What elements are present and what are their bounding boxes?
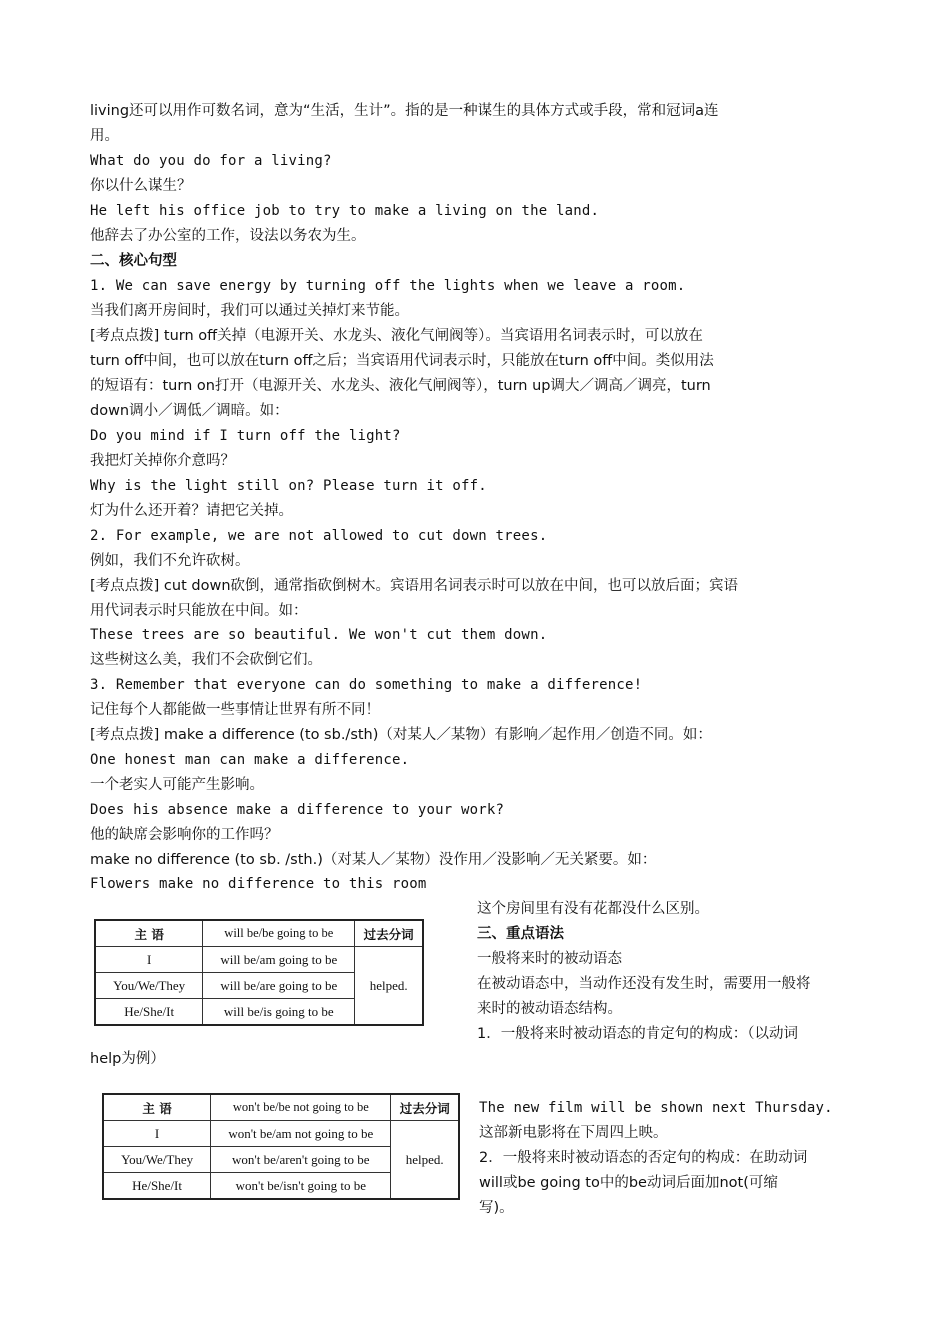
note-line: [考点点拨] make a difference (to sb./sth)（对某人／某物）有影响／起作用／创造不同。如： <box>90 727 712 743</box>
note-line: [考点点拨] turn off关掉（电源开关、水龙头、液化气闸阀等）。当宾语用名词表示时，可以放在 <box>90 328 703 344</box>
table-header-row <box>103 1094 459 1121</box>
header-participle: 过去分词 <box>355 920 423 947</box>
example-sentence: One honest man can make a difference. <box>90 752 410 768</box>
header-auxiliary: won't be/be not going to be <box>211 1094 391 1121</box>
auxiliary-cell: will be/is going to be <box>203 999 355 1026</box>
note-line: 用代词表示时只能放在中间。如： <box>90 603 308 619</box>
negative-passive-table <box>102 1093 460 1200</box>
key-sentence: 1. We can save energy by turning off the lights when we leave a room. <box>90 278 686 294</box>
note-line: down调小／调低／调暗。如： <box>90 403 289 419</box>
subject-cell: He/She/It <box>103 1173 211 1200</box>
translation: 你以什么谋生？ <box>90 178 192 194</box>
subject-cell: I <box>103 1121 211 1147</box>
translation: 他辞去了办公室的工作，设法以务农为生。 <box>90 228 366 244</box>
example-sentence: Does his absence make a difference to your work? <box>90 802 505 818</box>
grammar-rule: 写)。 <box>479 1200 514 1216</box>
participle-cell: helped. <box>355 947 423 1026</box>
note-line: turn off中间，也可以放在turn off之后；当宾语用代词表示时，只能放在turn off中间。类似用法 <box>90 353 714 369</box>
translation: 我把灯关掉你介意吗？ <box>90 453 235 469</box>
header-subject: 主 语 <box>103 1094 211 1121</box>
table-header-row <box>95 920 423 947</box>
auxiliary-cell: won't be/isn't going to be <box>211 1173 391 1200</box>
example-sentence: Do you mind if I turn off the light? <box>90 428 401 444</box>
grammar-rule: will或be going to中的be动词后面加not(可缩 <box>479 1175 778 1191</box>
auxiliary-cell: will be/am going to be <box>203 947 355 973</box>
example-sentence: What do you do for a living? <box>90 153 332 169</box>
grammar-topic: 一般将来时的被动语态 <box>477 951 622 967</box>
auxiliary-cell: will be/are going to be <box>203 973 355 999</box>
translation: 灯为什么还开着？请把它关掉。 <box>90 503 293 519</box>
section-heading: 二、核心句型 <box>90 253 177 269</box>
affirmative-passive-table <box>94 919 424 1026</box>
key-sentence: 3. Remember that everyone can do something to make a difference! <box>90 677 643 693</box>
translation: 一个老实人可能产生影响。 <box>90 777 264 793</box>
example-sentence: Flowers make no difference to this room <box>90 876 427 892</box>
subject-cell: You/We/They <box>103 1147 211 1173</box>
example-sentence: The new film will be shown next Thursday. <box>479 1100 833 1116</box>
subject-cell: You/We/They <box>95 973 203 999</box>
participle-cell: helped. <box>391 1121 459 1200</box>
example-sentence: He left his office job to try to make a living on the land. <box>90 203 600 219</box>
header-participle: 过去分词 <box>391 1094 459 1121</box>
table-row <box>103 1121 459 1147</box>
text-line: living还可以用作可数名词，意为“生活，生计”。指的是一种谋生的具体方式或手段，常和冠词a连 <box>90 103 719 119</box>
translation: 这些树这么美，我们不会砍倒它们。 <box>90 652 322 668</box>
table-row <box>95 947 423 973</box>
translation: 例如，我们不允许砍树。 <box>90 553 250 569</box>
note-line: make no difference (to sb. /sth.)（对某人／某物）没作用／没影响／无关紧要。如： <box>90 852 657 868</box>
header-auxiliary: will be/be going to be <box>203 920 355 947</box>
translation: 这部新电影将在下周四上映。 <box>479 1125 668 1141</box>
section-heading: 三、重点语法 <box>477 926 564 942</box>
note-line: [考点点拨] cut down砍倒，通常指砍倒树木。宾语用名词表示时可以放在中间，也可以放后面；宾语 <box>90 578 739 594</box>
note-line: 的短语有：turn on打开（电源开关、水龙头、液化气闸阀等），turn up调大／调高／调亮，turn <box>90 378 711 394</box>
subject-cell: He/She/It <box>95 999 203 1026</box>
example-sentence: These trees are so beautiful. We won't cut them down. <box>90 627 548 643</box>
translation: 这个房间里有没有花都没什么区别。 <box>477 901 709 917</box>
text-line: 用。 <box>90 128 119 144</box>
auxiliary-cell: won't be/am not going to be <box>211 1121 391 1147</box>
grammar-rule: 1．一般将来时被动语态的肯定句的构成：（以动词 <box>477 1026 798 1042</box>
header-subject: 主 语 <box>95 920 203 947</box>
grammar-explanation: 在被动语态中，当动作还没有发生时，需要用一般将 <box>477 976 811 992</box>
auxiliary-cell: won't be/aren't going to be <box>211 1147 391 1173</box>
grammar-rule: 2．一般将来时被动语态的否定句的构成：在助动词 <box>479 1150 808 1166</box>
key-sentence: 2. For example, we are not allowed to cut down trees. <box>90 528 548 544</box>
translation: 当我们离开房间时，我们可以通过关掉灯来节能。 <box>90 303 409 319</box>
example-sentence: Why is the light still on? Please turn it off. <box>90 478 487 494</box>
subject-cell: I <box>95 947 203 973</box>
grammar-rule-continued: help为例） <box>90 1051 165 1067</box>
translation: 他的缺席会影响你的工作吗？ <box>90 827 279 843</box>
grammar-explanation: 来时的被动语态结构。 <box>477 1001 622 1017</box>
translation: 记住每个人都能做一些事情让世界有所不同！ <box>90 702 380 718</box>
